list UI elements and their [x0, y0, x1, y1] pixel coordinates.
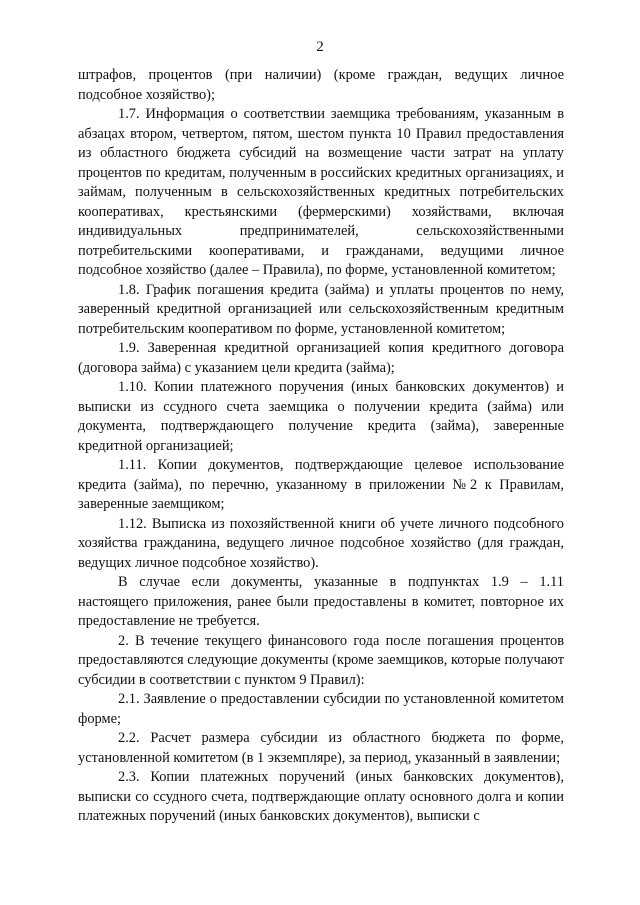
document-body — [78, 66, 564, 827]
paragraph-1-10: 1.10. Копии платежного поручения (иных банковских документов) и выписки из ссудного счета заемщика о получении кредита (займа) или документа, подтверждающего получение кредита (займа), заверенные кредитной организацией; — [78, 379, 564, 454]
paragraph-1-7: 1.7. Информация о соответствии заемщика требованиям, указанным в абзацах втором, четвертом, пятом, шестом пункта 10 Правил предоставления из областного бюджета субсидий на возмещение части затрат на уплату процентов по кредитам, полученным в российских кредитных организациях, и займам, полученным в сельскохозяйственных кредитных потребительских кооперативах, крестьянскими (фермерскими) хозяйствами, включая индивидуальных предпринимателей, сельскохозяйственными потребительскими кооперативами, и гражданами, ведущими личное подсобное хозяйство (далее – Правила), по форме, установленной комитетом; — [78, 106, 564, 278]
paragraph-2: 2. В течение текущего финансового года после погашения процентов предоставляются следующие документы (кроме заемщиков, которые получают субсидии в соответствии с пунктом 9 Правил): — [78, 632, 564, 688]
paragraph-note: В случае если документы, указанные в подпунктах 1.9 – 1.11 настоящего приложения, ранее были предоставлены в комитет, повторное их предоставление не требуется. — [78, 574, 564, 629]
page-number: 2 — [316, 39, 324, 55]
paragraph-continuation: штрафов, процентов (при наличии) (кроме граждан, ведущих личное подсобное хозяйство); — [78, 67, 564, 103]
paragraph-2-2: 2.2. Расчет размера субсидии из областного бюджета по форме, установленной комитетом (в 1 экземпляре), за период, указанный в заявлении; — [78, 730, 564, 766]
paragraph-1-8: 1.8. График погашения кредита (займа) и уплаты процентов по нему, заверенный кредитной организацией или сельскохозяйственным кредитным потребительским кооперативом по форме, установленной комитетом; — [78, 281, 564, 337]
paragraph-2-3: 2.3. Копии платежных поручений (иных банковских документов), выписки со ссудного счета, подтверждающие оплату основного долга и копии платежных поручений (иных банковских документов), выписки с — [78, 769, 564, 824]
paragraph-1-9: 1.9. Заверенная кредитной организацией копия кредитного договора (договора займа) с указанием цели кредита (займа); — [78, 340, 564, 376]
paragraph-1-12: 1.12. Выписка из похозяйственной книги об учете личного подсобного хозяйства гражданина, ведущего личное подсобное хозяйство (для граждан, ведущих личное подсобное хозяйство). — [78, 515, 564, 571]
paragraph-1-11: 1.11. Копии документов, подтверждающие целевое использование кредита (займа), по перечню, указанному в приложении №2 к Правилам, заверенные заемщиком; — [78, 457, 564, 512]
paragraph-2-1: 2.1. Заявление о предоставлении субсидии по установленной комитетом форме; — [78, 691, 564, 727]
